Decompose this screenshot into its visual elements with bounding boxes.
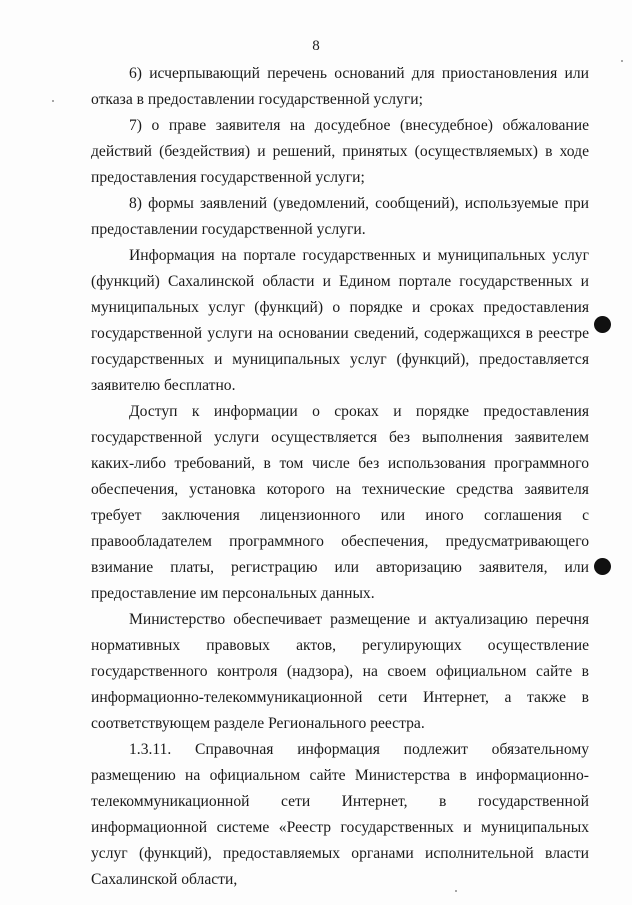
punch-hole-mark bbox=[594, 316, 611, 333]
scan-speck bbox=[621, 60, 623, 62]
paragraph-item-6: 6) исчерпывающий перечень оснований для приостановления или отказа в предоставлении государственной услуги; bbox=[91, 65, 589, 108]
scan-speck bbox=[455, 890, 457, 892]
paragraph-portal-info: Информация на портале государственных и муниципальных услуг (функций) Сахалинской области и Едином портале государственных и муниципальных услуг (функций) о порядке и сроках предоставления государственной услуги на основании сведений, содержащихся в реестре государственных и муниципальных услуг (функций), предоставляется заявителю бесплатно. bbox=[91, 247, 589, 394]
paragraph-item-7: 7) о праве заявителя на досудебное (внесудебное) обжалование действий (бездействия) и решений, принятых (осуществляемых) в ходе предоставления государственной услуги; bbox=[91, 117, 589, 186]
paragraph-1-3-11: 1.3.11. Справочная информация подлежит обязательному размещению на официальном сайте Министерства в информационно-телекоммуникационной сети Интернет, в государственной информационной системе «Реестр государственных и муниципальных услуг (функций), предоставляемых органами исполнительной власти Сахалинской области, bbox=[91, 741, 589, 888]
scan-speck bbox=[52, 100, 54, 102]
document-body bbox=[91, 61, 589, 893]
paragraph-access-info: Доступ к информации о сроках и порядке предоставления государственной услуги осуществляется без выполнения заявителем каких-либо требований, в том числе без использования программного обеспечения, установка которого на технические средства заявителя требует заключения лицензионного или иного соглашения с правообладателем программного обеспечения, предусматривающего взимание платы, регистрацию или авторизацию заявителя, или предоставление им персональных данных. bbox=[91, 403, 589, 602]
page-number: 8 bbox=[312, 38, 320, 54]
punch-hole-mark bbox=[594, 558, 611, 575]
paragraph-ministry-duties: Министерство обеспечивает размещение и актуализацию перечня нормативных правовых актов, регулирующих осуществление государственного контроля (надзора), на своем официальном сайте в информационно-телекоммуникационной сети Интернет, а также в соответствующем разделе Регионального реестра. bbox=[91, 611, 589, 732]
paragraph-item-8: 8) формы заявлений (уведомлений, сообщений), используемые при предоставлении государственной услуги. bbox=[91, 195, 589, 238]
